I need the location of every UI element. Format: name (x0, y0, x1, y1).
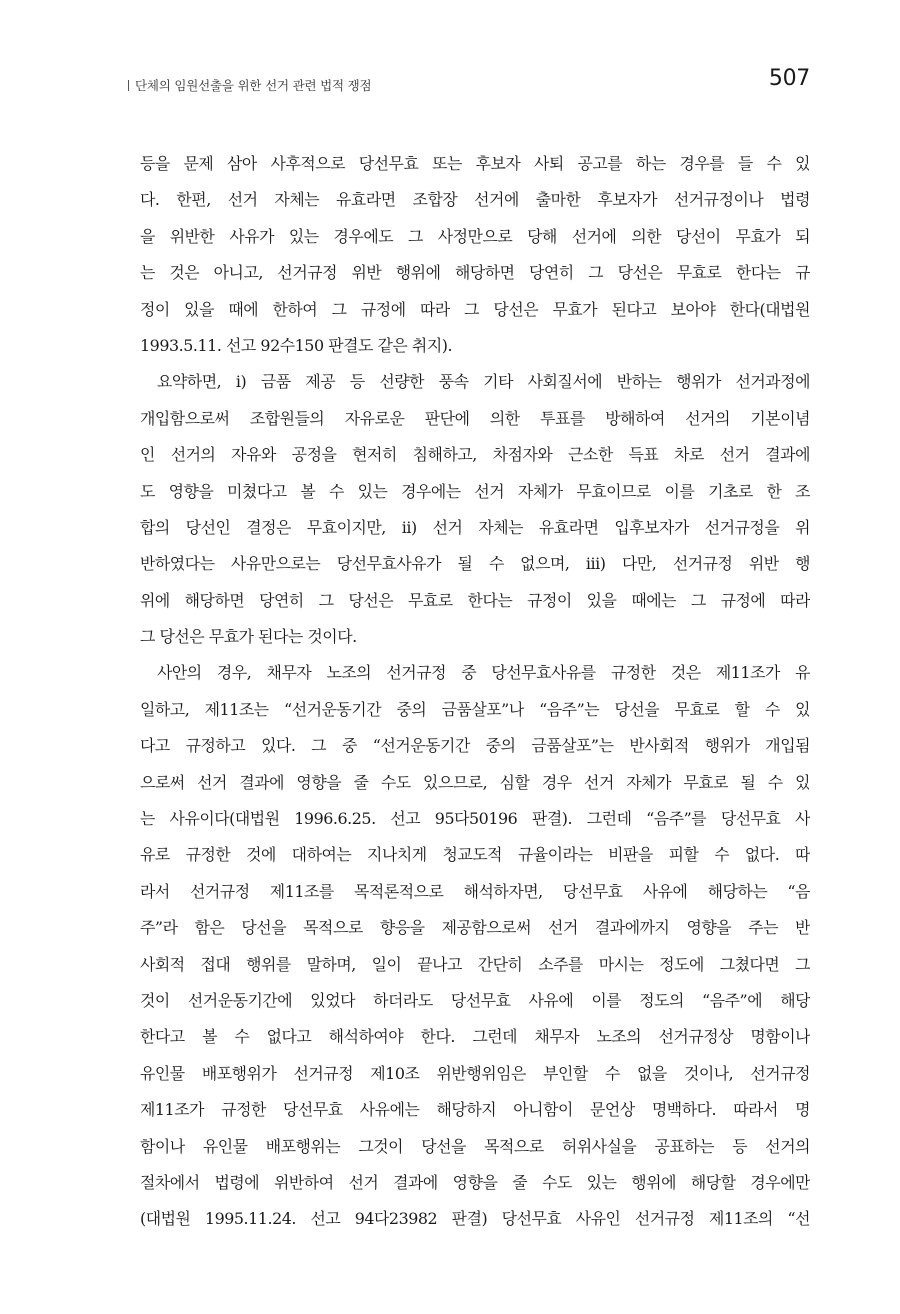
text-line: 정이 있을 때에 한하여 그 규정에 따라 그 당선은 무효가 된다고 보아야 한다(대법원 (140, 299, 810, 319)
text-line: 제11조가 규정한 당선무효 사유에는 해당하지 아니함이 문언상 명백하다. 따라서 명 (140, 1100, 810, 1120)
header-divider-bar (128, 80, 129, 91)
text-line: 는 것은 아니고, 선거규정 위반 행위에 해당하면 당연히 그 당선은 무효로 한다는 규 (140, 263, 810, 283)
text-line: 등을 문제 삼아 사후적으로 당선무효 또는 후보자 사퇴 공고를 하는 경우를 들 수 있 (140, 154, 810, 173)
text-line: 유인물 배포행위가 선거규정 제10조 위반행위임은 부인할 수 없을 것이나, 선거규정 (140, 1063, 810, 1083)
text-line: 다고 규정하고 있다. 그 중 “선거운동기간 중의 금품살포”는 반사회적 행위가 개입됨 (140, 736, 810, 756)
text-line: 사안의 경우, 채무자 노조의 선거규정 중 당선무효사유를 규정한 것은 제11조가 유 (157, 663, 810, 683)
text-line: 요약하면, i) 금품 제공 등 선량한 풍속 기타 사회질서에 반하는 행위가 선거과정에 (157, 372, 810, 392)
running-header-title (128, 76, 371, 94)
text-line: 한다고 볼 수 없다고 해석하여야 한다. 그런데 채무자 노조의 선거규정상 명함이나 (140, 1027, 810, 1047)
text-line: 것이 선거운동기간에 있었다 하더라도 당선무효 사유에 이를 정도의 “음주”에 해당 (140, 990, 810, 1010)
text-line: 함이나 유인물 배포행위는 그것이 당선을 목적으로 허위사실을 공표하는 등 선거의 (140, 1136, 810, 1156)
text-line: 도 영향을 미쳤다고 볼 수 있는 경우에는 선거 자체가 무효이므로 이를 기초로 한 조 (140, 481, 810, 501)
text-line: 반하였다는 사유만으로는 당선무효사유가 될 수 없으며, iii) 다만, 선거규정 위반 행 (140, 554, 810, 574)
text-line: 으로써 선거 결과에 영향을 줄 수도 있으므로, 심할 경우 선거 자체가 무효로 될 수 있 (140, 772, 810, 792)
text-line: 합의 당선인 결정은 무효이지만, ii) 선거 자체는 유효라면 입후보자가 선거규정을 위 (140, 517, 810, 537)
text-line: 인 선거의 자유와 공정을 현저히 침해하고, 차점자와 근소한 득표 차로 선거 결과에 (140, 445, 810, 465)
body-text (140, 146, 810, 1238)
text-line: 사회적 접대 행위를 말하며, 일이 끝나고 간단히 소주를 마시는 정도에 그쳤다면 그 (140, 954, 810, 974)
text-line: 절차에서 법령에 위반하여 선거 결과에 영향을 줄 수도 있는 행위에 해당할 경우에만 (140, 1172, 810, 1192)
text-line: 다. 한편, 선거 자체는 유효라면 조합장 선거에 출마한 후보자가 선거규정이나 법령 (140, 190, 810, 210)
text-line: 유로 규정한 것에 대하여는 지나치게 청교도적 규율이라는 비판을 피할 수 없다. 따 (140, 845, 810, 865)
text-line: 개입함으로써 조합원들의 자유로운 판단에 의한 투표를 방해하여 선거의 기본이념 (140, 408, 810, 428)
text-line: 라서 선거규정 제11조를 목적론적으로 해석하자면, 당선무효 사유에 해당하는 “음 (140, 881, 810, 901)
text-line: 는 사유이다(대법원 1996.6.25. 선고 95다50196 판결). 그런데 “음주”를 당선무효 사 (140, 809, 810, 829)
text-line: 일하고, 제11조는 “선거운동기간 중의 금품살포”나 “음주”는 당선을 무효로 할 수 있 (140, 699, 810, 719)
text-line: 을 위반한 사유가 있는 경우에도 그 사정만으로 당해 선거에 의한 당선이 무효가 되 (140, 226, 810, 246)
running-header (128, 66, 810, 106)
page-number: 507 (768, 66, 810, 91)
text-line: (대법원 1995.11.24. 선고 94다23982 판결) 당선무효 사유인 선거규정 제11조의 “선 (140, 1209, 810, 1229)
text-line: 1993.5.11. 선고 92수150 판결도 같은 취지). (140, 335, 453, 355)
text-line: 위에 해당하면 당연히 그 당선은 무효로 한다는 규정이 있을 때에는 그 규정에 따라 (140, 590, 810, 610)
header-title-text: 단체의 임원선출을 위한 선거 관련 법적 쟁점 (135, 78, 372, 93)
text-line: 주”라 함은 당선을 목적으로 향응을 제공함으로써 선거 결과에까지 영향을 주는 반 (140, 918, 810, 938)
text-line: 그 당선은 무효가 된다는 것이다. (140, 627, 357, 647)
